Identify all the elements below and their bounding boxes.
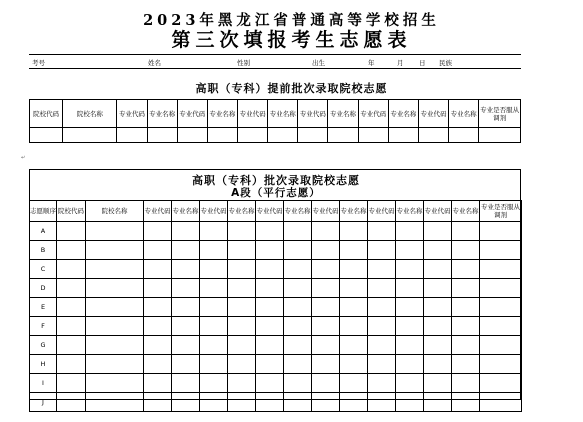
header-cell: 专业名称 [396, 201, 424, 222]
gender-label: 性别 [237, 59, 250, 67]
header-cell: 专业代码 [298, 100, 328, 128]
table-row [30, 260, 522, 279]
table-row [30, 128, 521, 143]
row-label: E [30, 298, 57, 317]
row-label: D [30, 279, 57, 298]
form-title-main: 第三次填报考生志愿表 [171, 29, 412, 51]
header-cell: 专业代码 [177, 100, 207, 128]
header-cell: 专业代码 [418, 100, 448, 128]
header-cell: 志愿顺序 [30, 201, 57, 222]
header-cell: 专业代码 [312, 201, 340, 222]
header-cell: 专业名称 [147, 100, 177, 128]
day-label: 日 [419, 59, 426, 67]
row-label: F [30, 317, 57, 336]
section2-title: 高职（专科）批次录取院校志愿 [192, 174, 360, 187]
candidate-info-bar [29, 54, 521, 69]
paragraph-mark: ↵ [21, 155, 26, 161]
header-cell: 专业名称 [452, 201, 480, 222]
table-row [30, 222, 522, 241]
header-cell: 专业代码 [424, 201, 452, 222]
header-cell: 专业名称 [328, 100, 358, 128]
table-row [30, 393, 522, 412]
name-label: 姓名 [148, 59, 161, 67]
header-cell: 专业名称 [228, 201, 256, 222]
section2-subtitle: A段（平行志愿） [231, 187, 321, 199]
header-cell: 专业代码 [256, 201, 284, 222]
table-row [30, 298, 522, 317]
row-label: J [30, 393, 57, 412]
header-cell: 专业名称 [284, 201, 312, 222]
table-row [30, 317, 522, 336]
header-cell: 专业代码 [368, 201, 396, 222]
row-label: A [30, 222, 57, 241]
exam-no-label: 考号 [32, 59, 45, 67]
table-row [30, 355, 522, 374]
row-label: B [30, 241, 57, 260]
row-label: I [30, 374, 57, 393]
early-batch-table [29, 99, 521, 143]
header-cell: 院校代码 [30, 100, 63, 128]
header-cell: 院校名称 [63, 100, 117, 128]
table-row [30, 336, 522, 355]
year-label: 年 [368, 59, 375, 67]
month-label: 月 [397, 59, 404, 67]
table-row [30, 279, 522, 298]
table-row [30, 241, 522, 260]
birth-label: 出生 [312, 59, 325, 67]
header-cell: 专业是否服从调剂 [480, 201, 522, 222]
header-cell: 专业名称 [207, 100, 237, 128]
table-header-row [30, 100, 521, 128]
header-cell: 院校代码 [57, 201, 86, 222]
header-cell: 专业代码 [358, 100, 388, 128]
header-cell: 专业代码 [117, 100, 147, 128]
header-cell: 专业代码 [237, 100, 267, 128]
header-cell: 专业名称 [172, 201, 200, 222]
header-cell: 专业代码 [144, 201, 172, 222]
section1-title: 高职（专科）提前批次录取院校志愿 [195, 82, 388, 95]
parallel-choice-table [29, 200, 522, 412]
section2-box [29, 169, 521, 406]
table-row [30, 374, 522, 393]
header-cell: 专业名称 [340, 201, 368, 222]
header-cell: 专业代码 [200, 201, 228, 222]
header-cell: 专业名称 [449, 100, 479, 128]
ethnicity-label: 民族 [439, 59, 452, 67]
row-label: H [30, 355, 57, 374]
table-header-row [30, 201, 522, 222]
form-title-year: 2023年黑龙江省普通高等学校招生 [143, 12, 440, 29]
header-cell: 专业是否服从调剂 [479, 100, 521, 128]
header-cell: 专业名称 [268, 100, 298, 128]
row-label: C [30, 260, 57, 279]
header-cell: 院校名称 [86, 201, 144, 222]
row-label: G [30, 336, 57, 355]
header-cell: 专业名称 [388, 100, 418, 128]
